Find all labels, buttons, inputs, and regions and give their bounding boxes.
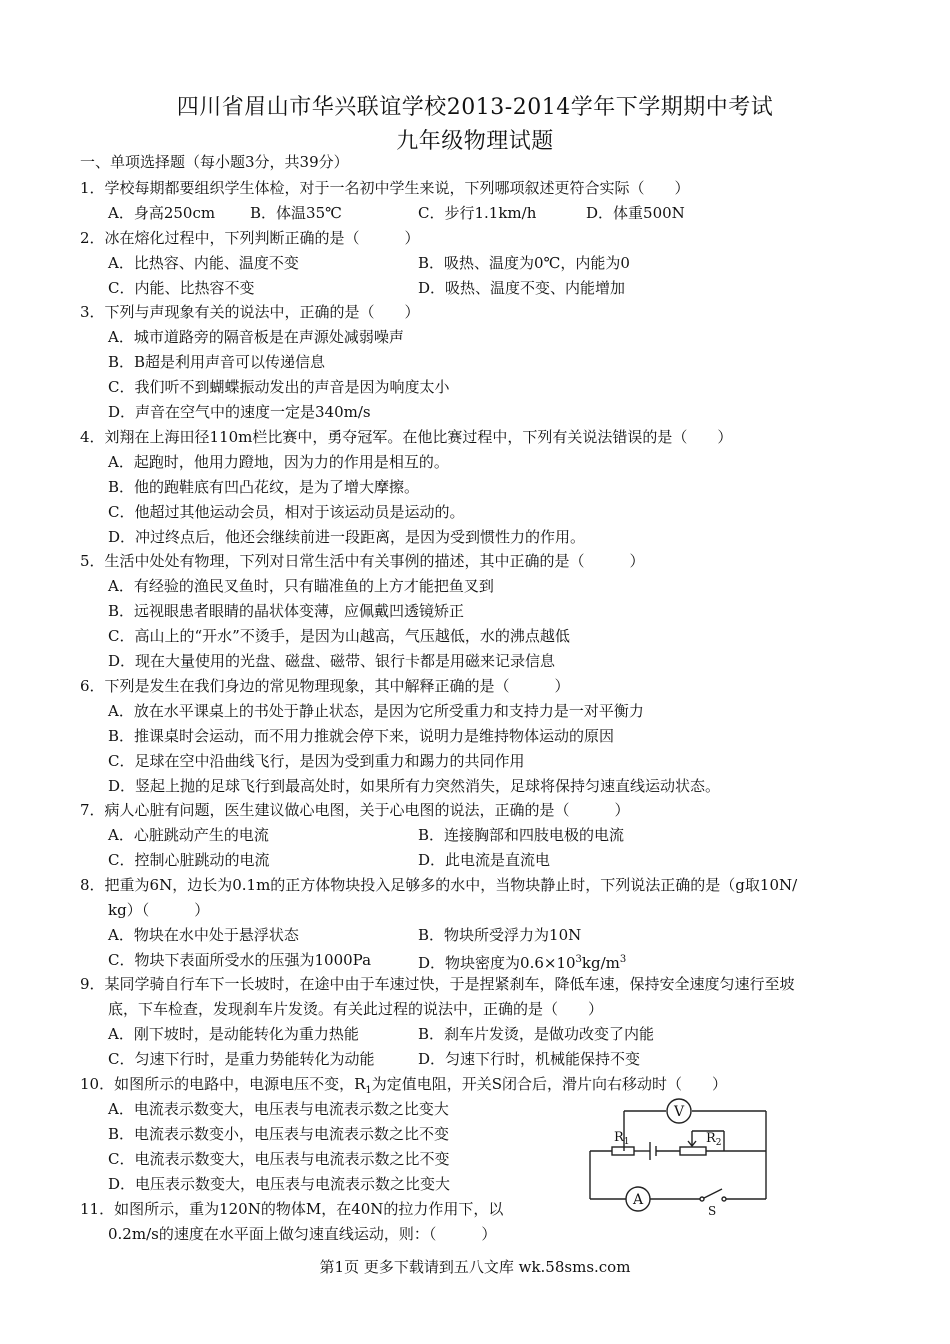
q7-option-d: D．此电流是直流电 <box>418 851 551 869</box>
q1-option-d: D．体重500N <box>586 204 685 222</box>
q8-option-d: D．物块密度为$0.6\times 10^3kg/m^3$ <box>418 954 627 972</box>
q6-option-a: A．放在水平课桌上的书处于静止状态，是因为它所受重力和支持力是一对平衡力 <box>108 702 644 720</box>
q8-option-a: A．物块在水中处于悬浮状态 <box>108 926 299 944</box>
q10-option-b: B．电流表示数变小，电压表与电流表示数之比不变 <box>108 1125 450 1143</box>
q1-option-a: A．身高250cm <box>108 204 216 222</box>
q10-option-c: C．电流表示数变大，电压表与电流表示数之比不变 <box>108 1150 450 1168</box>
q2-option-b: B．吸热、温度为0℃，内能为0 <box>418 254 630 272</box>
q8-option-c: C．物块下表面所受水的压强为1000Pa <box>108 951 372 969</box>
q1-option-b: B．体温35℃ <box>250 204 342 222</box>
q5-option-b: B．远视眼患者眼睛的晶状体变薄，应佩戴凹透镜矫正 <box>108 602 465 620</box>
q11-stem-line2: 0.2m/s的速度在水平面上做匀速直线运动，则：（ ） <box>108 1225 497 1243</box>
page-footer: 第1页 更多下载请到五八文库 wk.58sms.com <box>319 1258 631 1276</box>
q9-stem-line2: 底，下车检查，发现刹车片发烫。有关此过程的说法中，正确的是（ ） <box>108 1000 604 1018</box>
circuit-diagram <box>584 1095 784 1215</box>
q9-option-b: B．刹车片发烫，是做功改变了内能 <box>418 1025 655 1043</box>
q5-option-d: D．现在大量使用的光盘、磁盘、磁带、银行卡都是用磁来记录信息 <box>108 652 556 670</box>
exam-title: 四川省眉山市华兴联谊学校2013-2014学年下学期期中考试 <box>176 95 774 120</box>
q6-option-d: D．竖起上抛的足球飞行到最高处时，如果所有力突然消失，足球将保持匀速直线运动状态。 <box>108 777 721 795</box>
q1-stem: 1．学校每期都要组织学生体检，对于一名初中学生来说，下列哪项叙述更符合实际（ ） <box>80 179 690 197</box>
q5-option-c: C．高山上的“开水”不烫手，是因为山越高，气压越低，水的沸点越低 <box>108 627 570 645</box>
q9-stem-line1: 9．某同学骑自行车下一长坡时，在途中由于车速过快，于是捏紧刹车，降低车速，保持安全速度匀速行至坡 <box>80 975 795 993</box>
q8-stem-line1: 8．把重为6N，边长为0.1m的正方体物块投入足够多的水中，当物块静止时，下列说法正确的是（g取10N/ <box>80 876 798 894</box>
q6-option-b: B．推课桌时会运动，而不用力推就会停下来，说明力是维持物体运动的原因 <box>108 727 615 745</box>
q5-stem: 5．生活中处处有物理，下列对日常生活中有关事例的描述，其中正确的是（ ） <box>80 552 645 570</box>
exam-subtitle: 九年级物理试题 <box>396 129 554 154</box>
r1-label: $R_1$ <box>614 1130 630 1147</box>
q3-option-c: C．我们听不到蝴蝶振动发出的声音是因为响度太小 <box>108 378 450 396</box>
q3-option-a: A．城市道路旁的隔音板是在声源处减弱噪声 <box>108 328 404 346</box>
q10-option-a: A．电流表示数变大，电压表与电流表示数之比变大 <box>108 1100 449 1118</box>
q9-option-d: D．匀速下行时，机械能保持不变 <box>418 1050 641 1068</box>
q7-option-b: B．连接胸部和四肢电极的电流 <box>418 826 625 844</box>
q9-option-a: A．刚下坡时，是动能转化为重力热能 <box>108 1025 359 1043</box>
ammeter-label: A <box>633 1192 644 1208</box>
q4-option-b: B．他的跑鞋底有凹凸花纹，是为了增大摩擦。 <box>108 478 420 496</box>
q8-stem-line2: kg）（ ） <box>108 901 210 919</box>
q4-option-a: A．起跑时，他用力蹬地，因为力的作用是相互的。 <box>108 453 449 471</box>
q8-option-b: B．物块所受浮力为10N <box>418 926 582 944</box>
q7-stem: 7．病人心脏有问题，医生建议做心电图，关于心电图的说法，正确的是（ ） <box>80 801 630 819</box>
q4-stem: 4．刘翔在上海田径110m栏比赛中，勇夺冠军。在他比赛过程中，下列有关说法错误的是（ ） <box>80 428 733 446</box>
r2-label: $R_2$ <box>706 1131 722 1148</box>
voltmeter-label: V <box>674 1104 685 1120</box>
q7-option-a: A．心脏跳动产生的电流 <box>108 826 269 844</box>
q7-option-c: C．控制心脏跳动的电流 <box>108 851 270 869</box>
q3-stem: 3．下列与声现象有关的说法中，正确的是（ ） <box>80 303 420 321</box>
q4-option-d: D．冲过终点后，他还会继续前进一段距离，是因为受到惯性力的作用。 <box>108 528 586 546</box>
q3-option-b: B．B超是利用声音可以传递信息 <box>108 353 326 371</box>
q10-option-d: D．电压表示数变大，电压表与电流表示数之比变大 <box>108 1175 451 1193</box>
q2-stem: 2．冰在熔化过程中，下列判断正确的是（ ） <box>80 229 420 247</box>
q6-option-c: C．足球在空中沿曲线飞行，是因为受到重力和踢力的共同作用 <box>108 752 525 770</box>
q11-stem-line1: 11．如图所示，重为120N的物体M，在40N的拉力作用下，以 <box>80 1200 504 1218</box>
q3-option-d: D．声音在空气中的速度一定是340m/s <box>108 403 371 421</box>
q4-option-c: C．他超过其他运动会员，相对于该运动员是运动的。 <box>108 503 465 521</box>
q5-option-a: A．有经验的渔民叉鱼时，只有瞄准鱼的上方才能把鱼叉到 <box>108 577 494 595</box>
q9-option-c: C．匀速下行时，是重力势能转化为动能 <box>108 1050 375 1068</box>
q1-option-c: C．步行1.1km/h <box>418 204 537 222</box>
switch-label: S <box>708 1204 717 1215</box>
q2-option-c: C．内能、比热容不变 <box>108 279 255 297</box>
q10-stem: 10．如图所示的电路中，电源电压不变，$R_1$为定值电阻，开关S闭合后，滑片向右移动时（ ） <box>80 1075 728 1096</box>
q2-option-d: D．吸热、温度不变、内能增加 <box>418 279 626 297</box>
section-heading: 一、单项选择题（每小题3分，共39分） <box>80 153 349 171</box>
q2-option-a: A．比热容、内能、温度不变 <box>108 254 299 272</box>
q6-stem: 6．下列是发生在我们身边的常见物理现象，其中解释正确的是（ ） <box>80 677 570 695</box>
